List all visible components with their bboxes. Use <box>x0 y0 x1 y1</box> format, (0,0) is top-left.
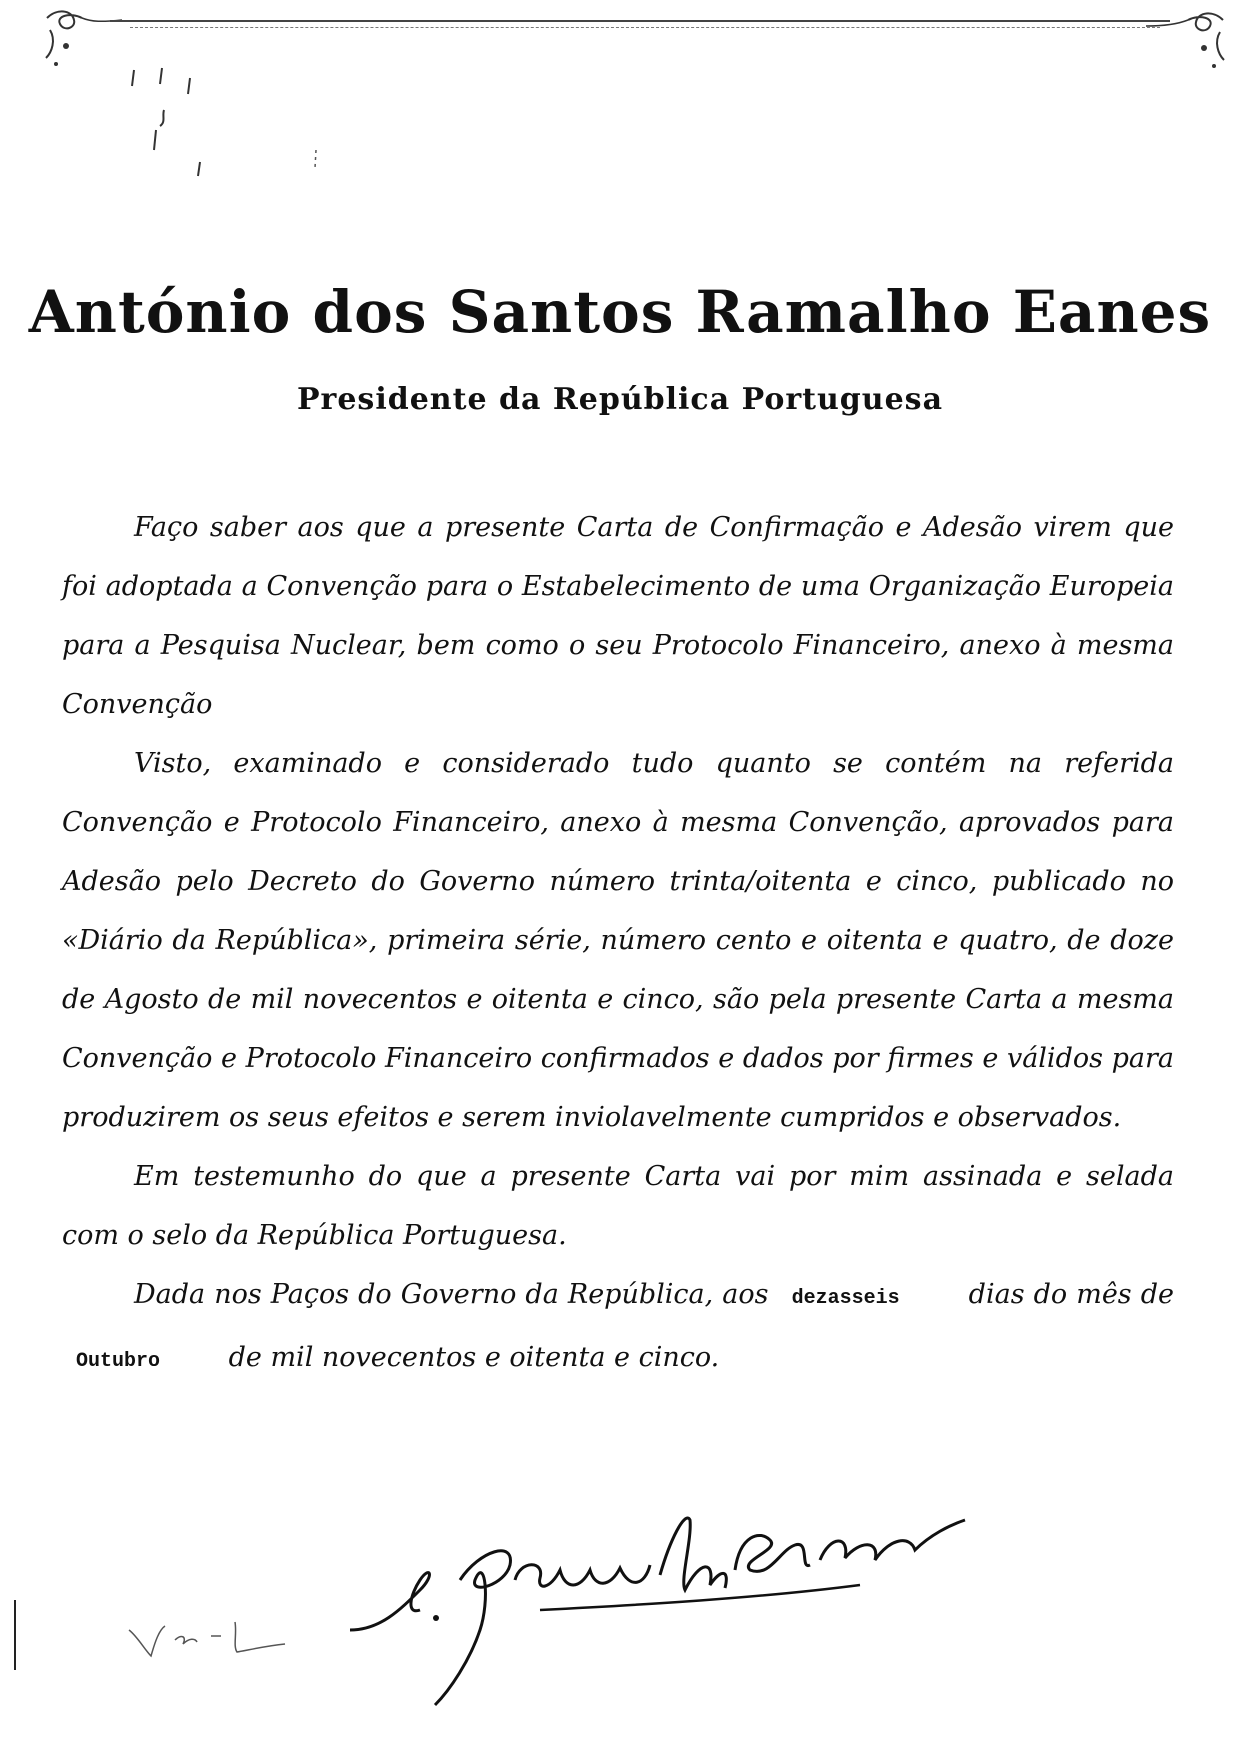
secondary-signature-icon <box>125 1610 325 1670</box>
president-name-heading: António dos Santos Ramalho Eanes <box>28 278 1212 346</box>
president-signature-icon <box>340 1480 1080 1710</box>
letter-body <box>62 498 1174 1391</box>
top-border-rule <box>110 20 1170 22</box>
corner-ornament-right-icon <box>1138 6 1228 76</box>
paragraph-declaration: Faço saber aos que a presente Carta de Confirmação e Adesão virem que foi adoptada a Convenção para o Estabelecimento de uma Organização Europeia para a Pesquisa Nuclear, bem como o seu Protocolo Financeiro, anexo à mesma Convenção <box>62 512 1174 720</box>
paragraph-testimony: Em testemunho do que a presente Carta vai por mim assinada e selada com o selo da República Portuguesa. <box>62 1161 1174 1251</box>
corner-ornament-left-icon <box>42 6 132 76</box>
month-field: Outubro <box>76 1350 161 1373</box>
left-edge-mark <box>14 1600 16 1670</box>
paragraph-examination: Visto, examinado e considerado tudo quanto se contém na referida Convenção e Protocolo Financeiro, anexo à mesma Convenção, aprovados para Adesão pelo Decreto do Governo número trinta/oitenta e cinco, publicado no «Diário da República», primeira série, número cento e oitenta e quatro, de doze de Agosto de mil novecentos e oitenta e cinco, são pela presente Carta a mesma Convenção e Protocolo Financeiro confirmados e dados por firmes e válidos para produzirem os seus efeitos e serem inviolavelmente cumpridos e observados. <box>62 748 1174 1133</box>
closing-start-text: Dada nos Paços do Governo da República, aos <box>134 1279 769 1310</box>
top-border-rule-inner <box>130 27 1160 28</box>
day-field: dezasseis <box>791 1287 900 1310</box>
closing-end-text: de mil novecentos e oitenta e cinco. <box>228 1342 720 1373</box>
paragraph-closing <box>62 1265 1174 1391</box>
president-title-heading: Presidente da República Portuguesa <box>296 382 944 417</box>
closing-mid-text: dias do mês de <box>968 1279 1174 1310</box>
stray-pen-marks-icon <box>120 50 370 200</box>
